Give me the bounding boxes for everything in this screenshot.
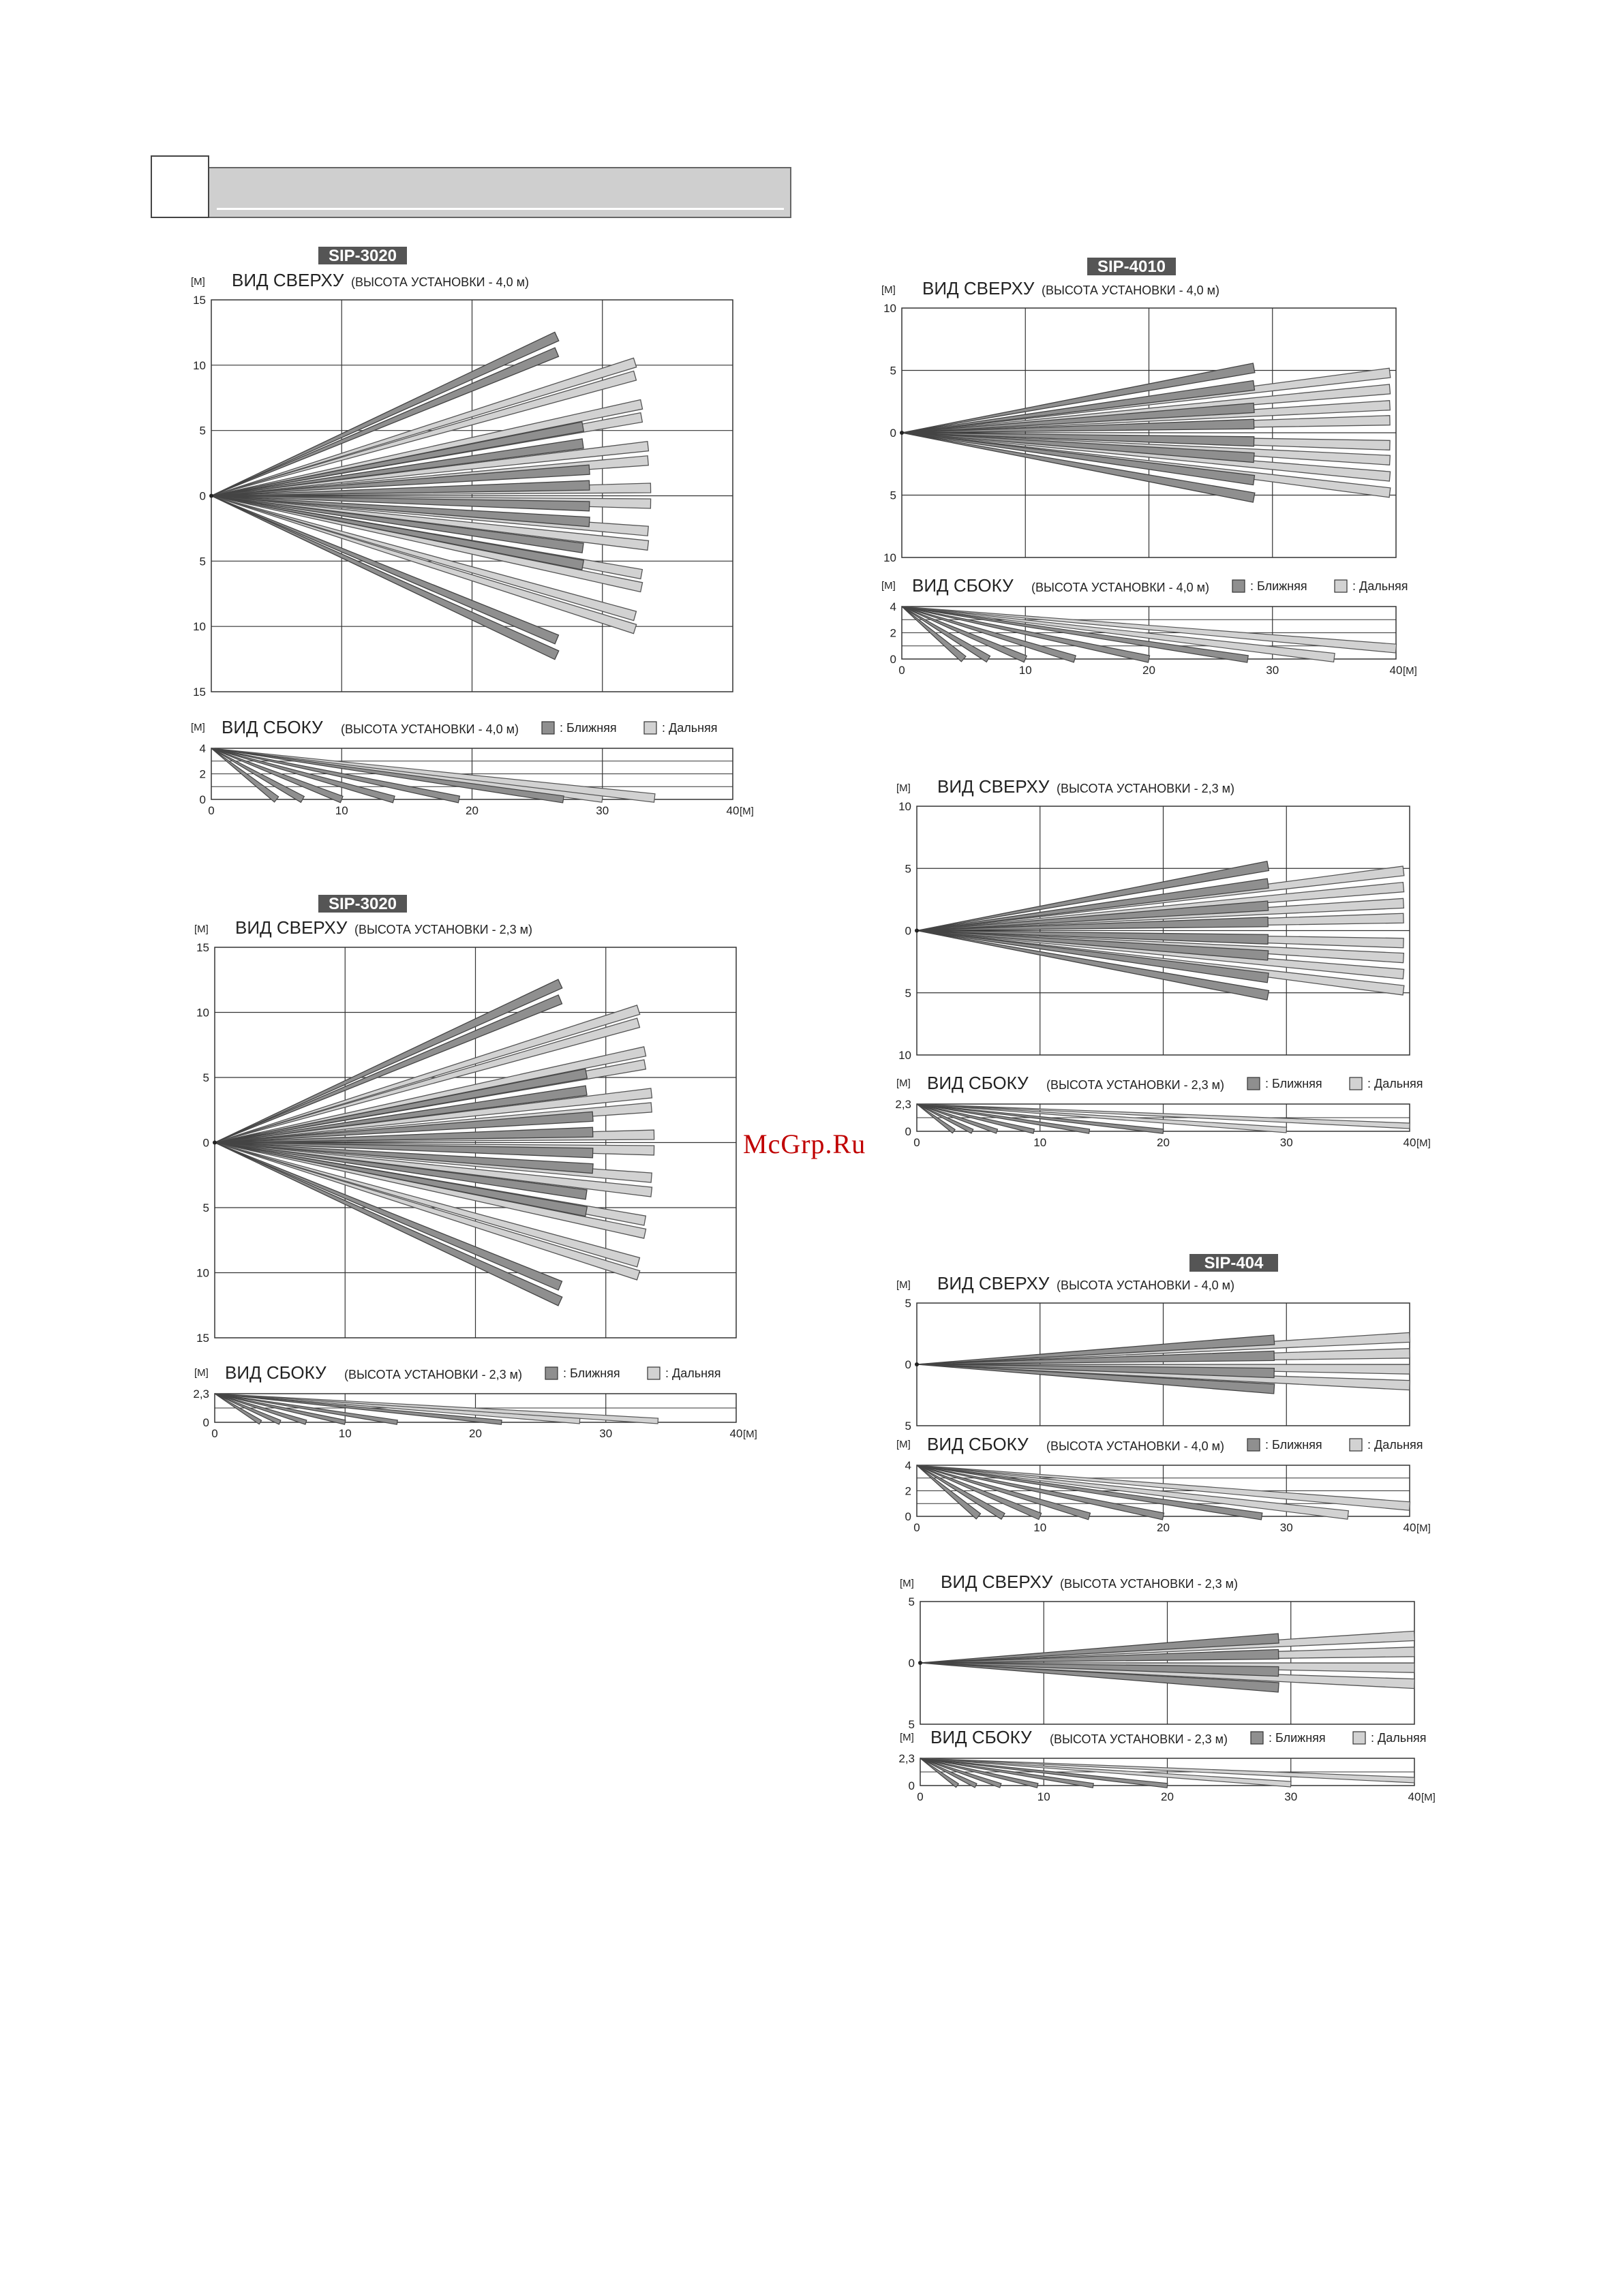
chart-title: ВИД СВЕРХУ <box>232 270 344 290</box>
x-tick-label: 20 <box>1157 1136 1170 1149</box>
legend-near-swatch <box>1232 580 1245 592</box>
sensor-origin <box>915 929 919 933</box>
y-tick-label: 5 <box>890 489 896 502</box>
chart-subtitle: (ВЫСОТА УСТАНОВКИ - 2,3 м) <box>1050 1732 1228 1746</box>
chart-sip3020-top-4 <box>191 247 733 699</box>
chart-subtitle: (ВЫСОТА УСТАНОВКИ - 4,0 м) <box>1057 1279 1234 1292</box>
y-tick-label: 10 <box>196 1006 209 1020</box>
chart-sip3020-side-23 <box>193 1362 757 1440</box>
y-tick-label: 5 <box>905 1297 911 1310</box>
legend-far-swatch <box>1335 580 1347 592</box>
chart-subtitle: (ВЫСОТА УСТАНОВКИ - 2,3 м) <box>344 1368 522 1381</box>
chart-title: ВИД СБОКУ <box>222 717 323 737</box>
legend-far-swatch <box>1350 1439 1362 1451</box>
x-tick-label: 0 <box>898 664 905 677</box>
y-tick-label: 0 <box>908 1657 915 1670</box>
chart-sip404-top-4 <box>896 1254 1410 1433</box>
y-tick-label: 10 <box>883 302 896 315</box>
legend-near-label: : Ближняя <box>1250 579 1307 593</box>
y-tick-label: 0 <box>890 653 896 666</box>
chart-title: ВИД СВЕРХУ <box>937 1273 1050 1294</box>
y-unit-label: [М] <box>881 580 896 592</box>
chart-title: ВИД СБОКУ <box>225 1362 327 1383</box>
x-tick-label: 30 <box>1284 1790 1298 1803</box>
model-badge-label: SIP-4010 <box>1097 258 1166 276</box>
y-tick-label: 4 <box>199 742 206 755</box>
x-unit-label: [М] <box>740 806 754 817</box>
y-tick-label: 15 <box>193 294 206 307</box>
legend-near-label: : Ближняя <box>1265 1077 1322 1090</box>
y-unit-label: [М] <box>896 782 911 794</box>
y-tick-label: 0 <box>905 924 911 938</box>
chart-title: ВИД СБОКУ <box>927 1073 1029 1093</box>
x-tick-label: 30 <box>1266 664 1279 677</box>
sensor-origin <box>209 494 213 498</box>
chart-subtitle: (ВЫСОТА УСТАНОВКИ - 2,3 м) <box>1060 1577 1238 1591</box>
legend-near-swatch <box>542 722 554 734</box>
x-tick-label: 40 <box>726 804 740 817</box>
y-unit-label: [М] <box>881 284 896 296</box>
legend-near-swatch <box>1251 1732 1263 1744</box>
y-tick-label: 10 <box>883 551 896 564</box>
chart-sip4010-side-23 <box>895 1073 1430 1149</box>
chart-title: ВИД СБОКУ <box>927 1434 1029 1454</box>
y-unit-label: [М] <box>194 1367 209 1379</box>
x-tick-label: 0 <box>208 804 215 817</box>
y-tick-label: 0 <box>890 427 896 440</box>
x-tick-label: 40 <box>729 1427 743 1440</box>
legend-far-label: : Дальняя <box>665 1366 721 1380</box>
x-tick-label: 10 <box>1033 1521 1047 1534</box>
model-badge-label: SIP-3020 <box>328 895 397 913</box>
chart-subtitle: (ВЫСОТА УСТАНОВКИ - 2,3 м) <box>1046 1078 1224 1092</box>
y-tick-label: 5 <box>905 986 911 1000</box>
y-unit-label: [М] <box>896 1077 911 1089</box>
legend-far-label: : Дальняя <box>662 721 718 735</box>
chart-subtitle: (ВЫСОТА УСТАНОВКИ - 4,0 м) <box>1046 1439 1224 1453</box>
chart-title: ВИД СВЕРХУ <box>922 278 1035 299</box>
y-tick-label: 5 <box>908 1595 915 1608</box>
legend-far-label: : Дальняя <box>1367 1438 1423 1452</box>
y-tick-label: 0 <box>905 1358 911 1371</box>
x-tick-label: 0 <box>913 1136 920 1149</box>
chart-sip404-side-4 <box>896 1434 1431 1534</box>
chart-subtitle: (ВЫСОТА УСТАНОВКИ - 2,3 м) <box>354 923 532 936</box>
y-unit-label: [М] <box>191 276 205 288</box>
y-tick-label: 0 <box>905 1125 911 1138</box>
y-tick-label: 5 <box>202 1201 209 1214</box>
legend-far-swatch <box>1353 1732 1365 1744</box>
y-tick-label: 15 <box>196 941 209 954</box>
x-unit-label: [М] <box>1421 1792 1436 1803</box>
chart-subtitle: (ВЫСОТА УСТАНОВКИ - 4,0 м) <box>1042 284 1219 297</box>
y-tick-label: 10 <box>196 1266 209 1280</box>
legend-far-label: : Дальняя <box>1352 579 1408 593</box>
y-tick-label: 5 <box>905 862 911 876</box>
y-tick-label: 2 <box>905 1484 911 1498</box>
chart-title: ВИД СВЕРХУ <box>937 776 1050 797</box>
model-badge-label: SIP-3020 <box>328 247 397 265</box>
x-tick-label: 20 <box>1161 1790 1174 1803</box>
y-tick-label: 0 <box>202 1416 209 1429</box>
y-tick-label: 0 <box>199 793 206 806</box>
chart-title: ВИД СБОКУ <box>930 1727 1032 1747</box>
legend-near-swatch <box>1247 1077 1260 1090</box>
x-tick-label: 20 <box>466 804 479 817</box>
y-tick-label: 5 <box>199 555 206 568</box>
y-unit-label: [М] <box>194 923 209 935</box>
chart-sip404-side-23 <box>898 1727 1435 1803</box>
sensor-origin <box>918 1661 922 1665</box>
x-tick-label: 10 <box>1037 1790 1050 1803</box>
x-tick-label: 10 <box>338 1427 352 1440</box>
y-unit-label: [М] <box>900 1732 914 1743</box>
y-unit-label: [М] <box>191 722 205 733</box>
chart-sip4010-side-4 <box>881 575 1417 677</box>
legend-near-label: : Ближняя <box>563 1366 620 1380</box>
legend-far-label: : Дальняя <box>1367 1077 1423 1090</box>
x-tick-label: 40 <box>1389 664 1403 677</box>
y-tick-label: 0 <box>202 1136 209 1150</box>
y-tick-label: 0 <box>199 489 206 503</box>
chart-subtitle: (ВЫСОТА УСТАНОВКИ - 4,0 м) <box>1031 581 1209 594</box>
y-tick-label: 2 <box>199 767 206 781</box>
chart-title: ВИД СВЕРХУ <box>235 917 348 938</box>
sensor-origin <box>915 1362 919 1366</box>
legend-far-swatch <box>644 722 656 734</box>
chart-subtitle: (ВЫСОТА УСТАНОВКИ - 4,0 м) <box>351 275 529 289</box>
x-tick-label: 30 <box>599 1427 613 1440</box>
chart-sip404-top-23 <box>900 1572 1414 1731</box>
chart-sip3020-top-23 <box>194 895 736 1345</box>
y-tick-label: 15 <box>193 686 206 699</box>
y-tick-label: 5 <box>199 424 206 438</box>
x-tick-label: 40 <box>1403 1521 1416 1534</box>
x-tick-label: 0 <box>917 1790 924 1803</box>
y-tick-label: 4 <box>890 600 896 613</box>
chart-title: ВИД СБОКУ <box>912 575 1014 596</box>
sensor-origin <box>213 1141 217 1145</box>
y-unit-label: [М] <box>900 1578 914 1589</box>
x-unit-label: [М] <box>1416 1522 1431 1534</box>
x-tick-label: 0 <box>913 1521 920 1534</box>
legend-near-label: : Ближняя <box>1269 1731 1326 1745</box>
y-tick-label: 2 <box>890 626 896 640</box>
y-tick-label: 4 <box>905 1459 911 1472</box>
x-tick-label: 20 <box>1157 1521 1170 1534</box>
y-tick-label: 10 <box>898 1049 911 1062</box>
y-tick-label: 2,3 <box>895 1098 911 1111</box>
y-tick-label: 0 <box>905 1510 911 1523</box>
y-tick-label: 0 <box>908 1779 915 1792</box>
x-unit-label: [М] <box>1416 1137 1431 1149</box>
y-tick-label: 5 <box>908 1718 915 1731</box>
y-tick-label: 2,3 <box>898 1752 915 1765</box>
chart-sip4010-top-4 <box>881 258 1396 564</box>
y-tick-label: 2,3 <box>193 1388 209 1400</box>
legend-far-label: : Дальняя <box>1371 1731 1427 1745</box>
y-tick-label: 15 <box>196 1332 209 1345</box>
x-unit-label: [М] <box>1403 665 1417 677</box>
legend-near-swatch <box>545 1367 558 1379</box>
x-tick-label: 20 <box>1142 664 1155 677</box>
x-tick-label: 30 <box>1279 1136 1293 1149</box>
chart-sip3020-side-4 <box>191 717 754 817</box>
y-tick-label: 10 <box>898 800 911 813</box>
x-tick-label: 40 <box>1408 1790 1421 1803</box>
x-tick-label: 20 <box>469 1427 482 1440</box>
legend-near-label: : Ближняя <box>1265 1438 1322 1452</box>
chart-subtitle: (ВЫСОТА УСТАНОВКИ - 4,0 м) <box>341 722 519 736</box>
y-tick-label: 5 <box>905 1420 911 1433</box>
sensor-origin <box>900 431 904 435</box>
y-tick-label: 5 <box>202 1071 209 1084</box>
y-unit-label: [М] <box>896 1439 911 1450</box>
y-tick-label: 10 <box>193 620 206 634</box>
chart-subtitle: (ВЫСОТА УСТАНОВКИ - 2,3 м) <box>1057 782 1234 795</box>
y-tick-label: 10 <box>193 358 206 372</box>
model-badge-label: SIP-404 <box>1204 1254 1264 1272</box>
x-tick-label: 30 <box>1279 1521 1293 1534</box>
legend-near-label: : Ближняя <box>560 721 617 735</box>
x-tick-label: 10 <box>1018 664 1032 677</box>
watermark-text: McGrp.Ru <box>743 1129 866 1159</box>
x-tick-label: 40 <box>1403 1136 1416 1149</box>
x-tick-label: 10 <box>335 804 348 817</box>
legend-far-swatch <box>648 1367 660 1379</box>
x-tick-label: 0 <box>211 1427 218 1440</box>
x-tick-label: 30 <box>596 804 609 817</box>
legend-near-swatch <box>1247 1439 1260 1451</box>
y-tick-label: 5 <box>890 364 896 378</box>
y-unit-label: [М] <box>896 1279 911 1291</box>
x-unit-label: [М] <box>743 1428 757 1440</box>
x-tick-label: 10 <box>1033 1136 1047 1149</box>
chart-sip4010-top-23 <box>896 776 1410 1062</box>
chart-title: ВИД СВЕРХУ <box>941 1572 1053 1592</box>
legend-far-swatch <box>1350 1077 1362 1090</box>
